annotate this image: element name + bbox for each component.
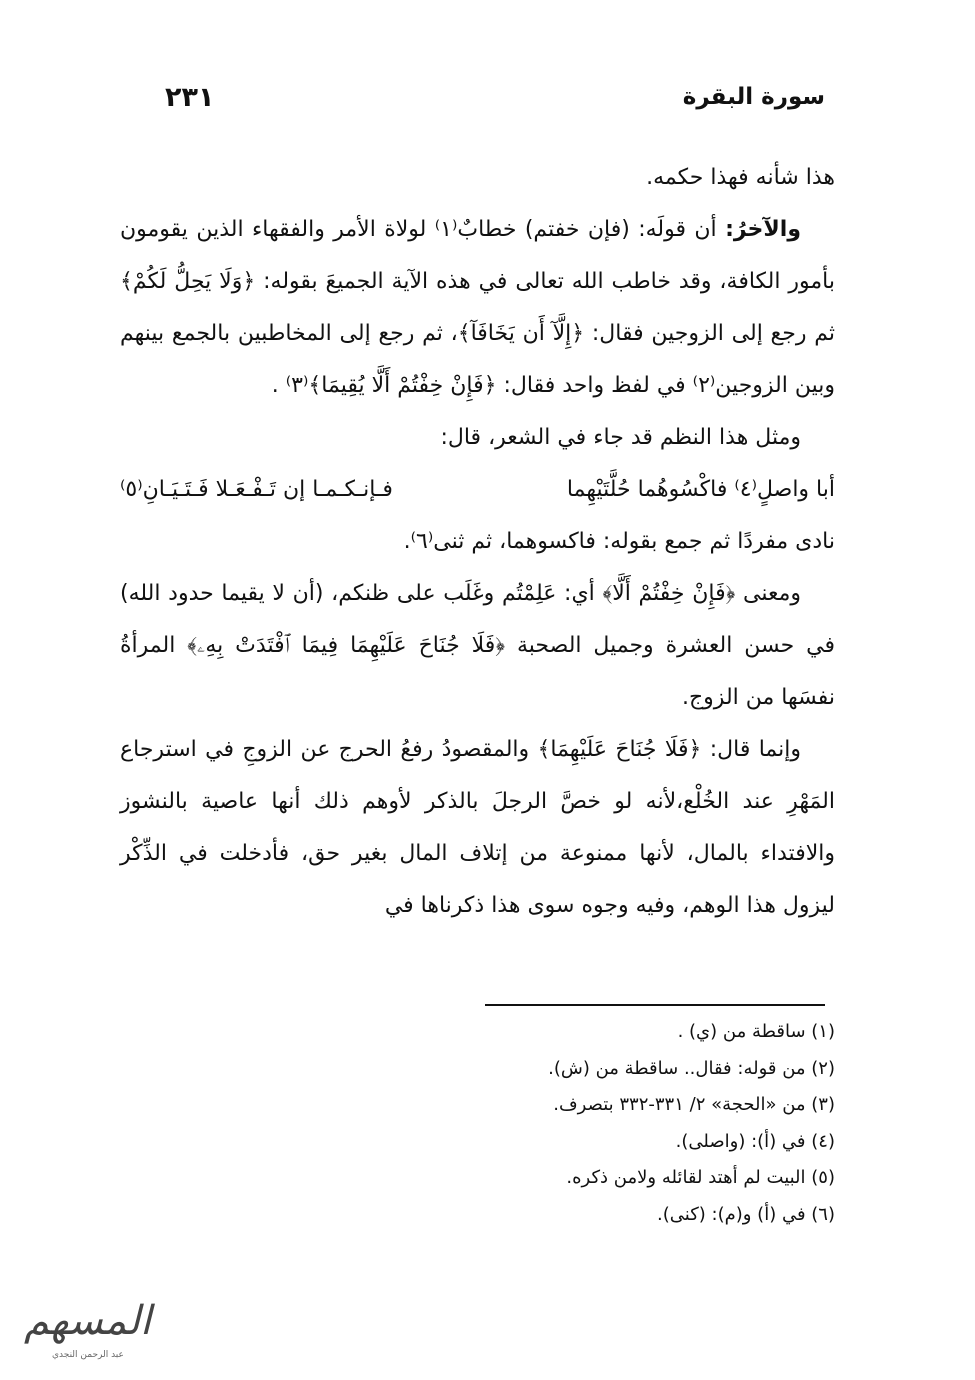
footnote-1: (١) ساقطة من (ي) . [677,1021,835,1042]
surah-title: سورة البقرة [682,84,825,110]
footnote-6: (٦) في (أ) و(م): (كنى). [657,1203,835,1225]
paragraph-5: ومعنى ﴿فَإِنْ خِفْتُمْ أَلَّا﴾ أي: عَلِمْتُم وغَلَب على ظنكم، (أن لا يقيما حدود الله) في حسن العشرة وجميل الصحبة ﴿فَلَا جُنَاحَ عَلَيْهِمَا فِيمَا ٱفْتَدَتْ بِهِۦ﴾ المرأةُ نفسَها من الزوج. [120,581,835,710]
paragraph-2 [120,204,835,412]
footnotes [300,1014,835,1233]
footnote-4: (٤) في (أ): (واصلى). [675,1130,835,1152]
logo-mark: المسهم [24,1298,152,1344]
footnote-2: (٢) من قوله: فقال.. ساقطة من (ش). [548,1057,835,1079]
publisher-logo [14,1292,164,1372]
verse-second-hemistich: فـإنـكـمـا إن تَـفْـعَـلا فَـتَـيَـانِ⁽٥⁾ [120,477,393,502]
page-body [120,152,835,932]
verse-first-hemistich: أبا واصلٍ⁽٤⁾ فاكْسُوهُما حُلَّتَيْهِما [566,477,835,502]
page-number: ٢٣١ [165,82,215,113]
footnote-divider [485,1004,825,1006]
poetry-verse [120,464,835,516]
paragraph-4: نادى مفردًا ثم جمع بقوله: فاكسوهما، ثم ثنى⁽٦⁾. [403,529,835,554]
logo-caption: عبد الرحمن النجدي [52,1350,124,1360]
paragraph-1: هذا شأنه فهذا حكمه. [646,165,835,190]
second-opening-word: والآخرُ: [725,217,801,242]
paragraph-2-text: أن قولَه: (فإن خفتم) خطابٌ⁽١⁾ لولاة الأمر والفقهاء الذين يقومون بأمور الكافة، وقد خاطب الله تعالى في هذه الآية الجميعَ بقوله: ﴿وَلَا يَحِلُّ لَكُمْ﴾ ثم رجع إلى الزوجين فقال: ﴿إِلَّآ أَن يَخَافَآ﴾، ثم رجع إلى المخاطبين بالجمع بينهم وبين الزوجين⁽٢⁾ في لفظ واحد فقال: ﴿فَإِنْ خِفْتُمْ أَلَّا يُقِيمَا﴾⁽٣⁾ . [120,217,835,398]
paragraph-3: ومثل هذا النظم قد جاء في الشعر، قال: [440,425,801,450]
page-header [165,84,825,124]
paragraph-6: وإنما قال: ﴿فَلَا جُنَاحَ عَلَيْهِمَا﴾ والمقصودُ رفعُ الحرج عن الزوجِ في استرجاع المَهْرِ عند الخُلْع،لأنه لو خصَّ الرجلَ بالذكر لأوهم ذلك أنها عاصية بالنشوز والافتداء بالمال، لأنها ممنوعة من إتلاف المال بغير حق، فأدخلت في الذِّكْر ليزول هذا الوهم، وفيه وجوه سوى هذا ذكرناها في [120,737,835,918]
footnote-3: (٣) من «الحجة» ٢/ ٣٣١-٣٣٢ بتصرف. [553,1094,835,1115]
footnote-5: (٥) البيت لم أهتد لقائله ولامن ذكره. [566,1167,835,1188]
